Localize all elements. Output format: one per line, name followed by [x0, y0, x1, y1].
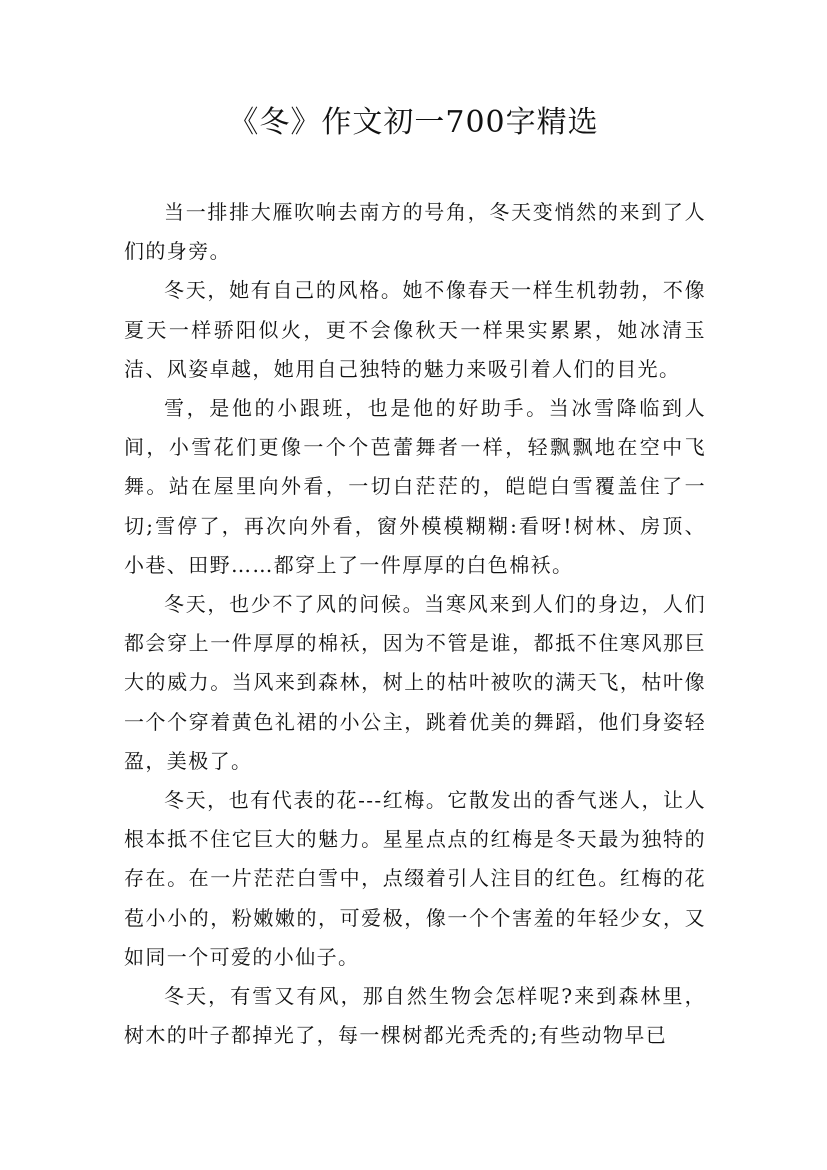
- paragraph-2: 冬天，她有自己的风格。她不像春天一样生机勃勃，不像夏天一样骄阳似火，更不会像秋天一样果实累累，她冰清玉洁、风姿卓越，她用自己独特的魅力来吸引着人们的目光。: [124, 278, 706, 381]
- paragraph-3: 雪，是他的小跟班，也是他的好助手。当冰雪降临到人间，小雪花们更像一个个芭蕾舞者一样，轻飘飘地在空中飞舞。站在屋里向外看，一切白茫茫的，皑皑白雪覆盖住了一切;雪停了，再次向外看，窗外模模糊糊:看呀!树林、房顶、小巷、田野……都穿上了一件厚厚的白色棉袄。: [124, 396, 706, 577]
- paragraph-1: 当一排排大雁吹响去南方的号角，冬天变悄然的来到了人们的身旁。: [124, 200, 706, 264]
- document-body: [124, 193, 706, 1055]
- paragraph-6: 冬天，有雪又有风，那自然生物会怎样呢?来到森林里，树木的叶子都掉光了，每一棵树都光秃秃的;有些动物早已: [124, 984, 706, 1048]
- paragraph-4: 冬天，也少不了风的问候。当寒风来到人们的身边，人们都会穿上一件厚厚的棉袄，因为不管是谁，都抵不住寒风那巨大的威力。当风来到森林，树上的枯叶被吹的满天飞，枯叶像一个个穿着黄色礼裙的小公主，跳着优美的舞蹈，他们身姿轻盈，美极了。: [124, 592, 706, 773]
- document-title: 《冬》作文初一700字精选: [228, 105, 599, 140]
- paragraph-5: 冬天，也有代表的花---红梅。它散发出的香气迷人，让人根本抵不住它巨大的魅力。星星点点的红梅是冬天最为独特的存在。在一片茫茫白雪中，点缀着引人注目的红色。红梅的花苞小小的，粉嫩嫩的，可爱极，像一个个害羞的年轻少女，又如同一个可爱的小仙子。: [124, 788, 706, 969]
